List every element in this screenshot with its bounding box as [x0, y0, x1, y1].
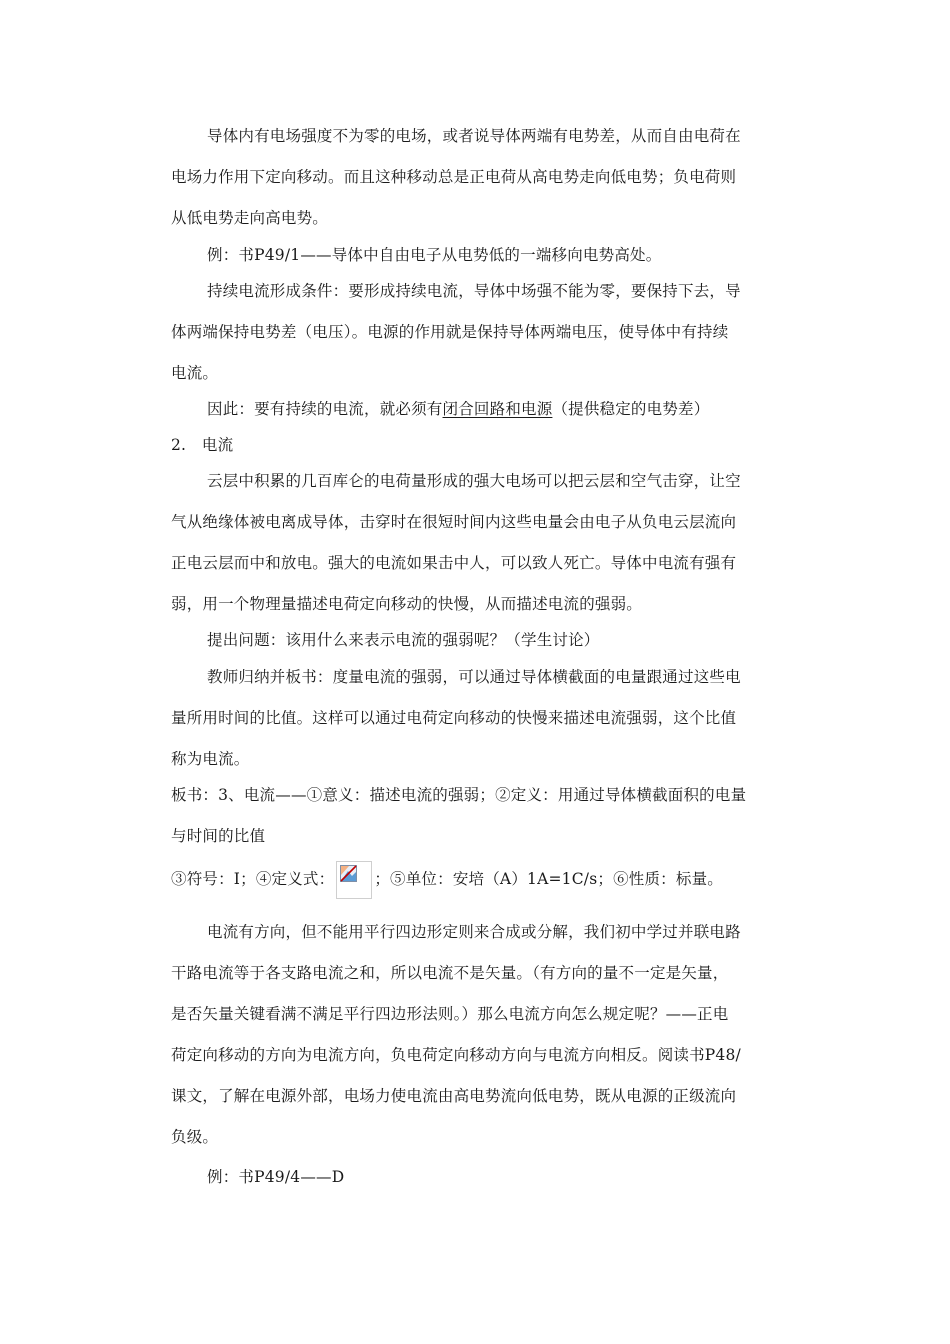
paragraph-continuous-current — [171, 271, 786, 394]
paragraph-question — [171, 620, 786, 661]
text-line: 荷定向移动的方向为电流方向，负电荷定向移动方向与电流方向相反。阅读书P48/ — [171, 1046, 741, 1064]
section-heading: 2. 电流 — [171, 436, 234, 454]
text-line: 导体内有电场强度不为零的电场，或者说导体两端有电势差，从而自由电荷在 — [207, 127, 741, 145]
text-line: 从低电势走向高电势。 — [171, 209, 329, 227]
underlined-text: 闭合回路和电源 — [442, 400, 553, 418]
text-line — [171, 389, 786, 430]
text-line: 电流。 — [171, 364, 219, 382]
paragraph-teacher-summary — [171, 657, 786, 780]
text-line: 例：书P49/1——导体中自由电子从电势低的一端移向电势高处。 — [207, 246, 662, 264]
text-line: 弱，用一个物理量描述电荷定向移动的快慢，从而描述电流的强弱。 — [171, 595, 643, 613]
text-line: 气从绝缘体被电离成导体，击穿时在很短时间内这些电量会由电子从负电云层流向 — [171, 513, 737, 531]
text-line: 教师归纳并板书：度量电流的强弱，可以通过导体横截面的电量跟通过这些电 — [207, 668, 741, 686]
paragraph-board-notes — [171, 775, 786, 857]
text-run: ③符号：I；④定义式： — [171, 870, 335, 888]
text-line: 称为电流。 — [171, 750, 250, 768]
text-line: 是否矢量关键看满不满足平行四边形法则。）那么电流方向怎么规定呢？——正电 — [171, 1005, 729, 1023]
text-line: 电流有方向，但不能用平行四边形定则来合成或分解，我们初中学过并联电路 — [207, 923, 741, 941]
text-line: 体两端保持电势差（电压）。电源的作用就是保持导体两端电压，使导体中有持续 — [171, 323, 729, 341]
text-line: 持续电流形成条件：要形成持续电流，导体中场强不能为零，要保持下去，导 — [207, 282, 741, 300]
section-heading-current — [171, 425, 786, 466]
text-run: （提供稳定的电势差） — [552, 400, 710, 418]
paragraph-therefore — [171, 389, 786, 430]
broken-image-icon — [336, 861, 372, 899]
text-run: 因此：要有持续的电流，就必须有 — [207, 400, 443, 418]
text-line: 正电云层而中和放电。强大的电流如果击中人，可以致人死亡。导体中电流有强有 — [171, 554, 737, 572]
paragraph-symbol-definition — [171, 859, 786, 900]
paragraph-conductor-field — [171, 116, 786, 239]
paragraph-current-direction — [171, 912, 786, 1158]
paragraph-example-1 — [171, 235, 786, 276]
paragraph-lightning — [171, 461, 786, 625]
text-line: 例：书P49/4——D — [207, 1168, 345, 1186]
text-line: 电场力作用下定向移动。而且这种移动总是正电荷从高电势走向低电势；负电荷则 — [171, 168, 737, 186]
text-line: 量所用时间的比值。这样可以通过电荷定向移动的快慢来描述电流强弱，这个比值 — [171, 709, 737, 727]
broken-image-glyph — [340, 865, 357, 882]
text-line: 课文，了解在电源外部，电场力使电流由高电势流向低电势，既从电源的正级流向 — [171, 1087, 737, 1105]
text-line: 云层中积累的几百库仑的电荷量形成的强大电场可以把云层和空气击穿，让空 — [207, 472, 741, 490]
text-line: 提出问题：该用什么来表示电流的强弱呢？（学生讨论） — [207, 631, 600, 649]
text-line: 与时间的比值 — [171, 827, 266, 845]
text-line: 板书：3、电流——①意义：描述电流的强弱；②定义：用通过导体横截面积的电量 — [171, 786, 747, 804]
paragraph-example-4 — [171, 1157, 786, 1198]
text-line: 干路电流等于各支路电流之和，所以电流不是矢量。（有方向的量不一定是矢量， — [171, 964, 729, 982]
text-line — [171, 859, 786, 900]
text-run: ；⑤单位：安培（A）1A=1C/s；⑥性质：标量。 — [374, 870, 723, 888]
text-line: 负级。 — [171, 1128, 219, 1146]
